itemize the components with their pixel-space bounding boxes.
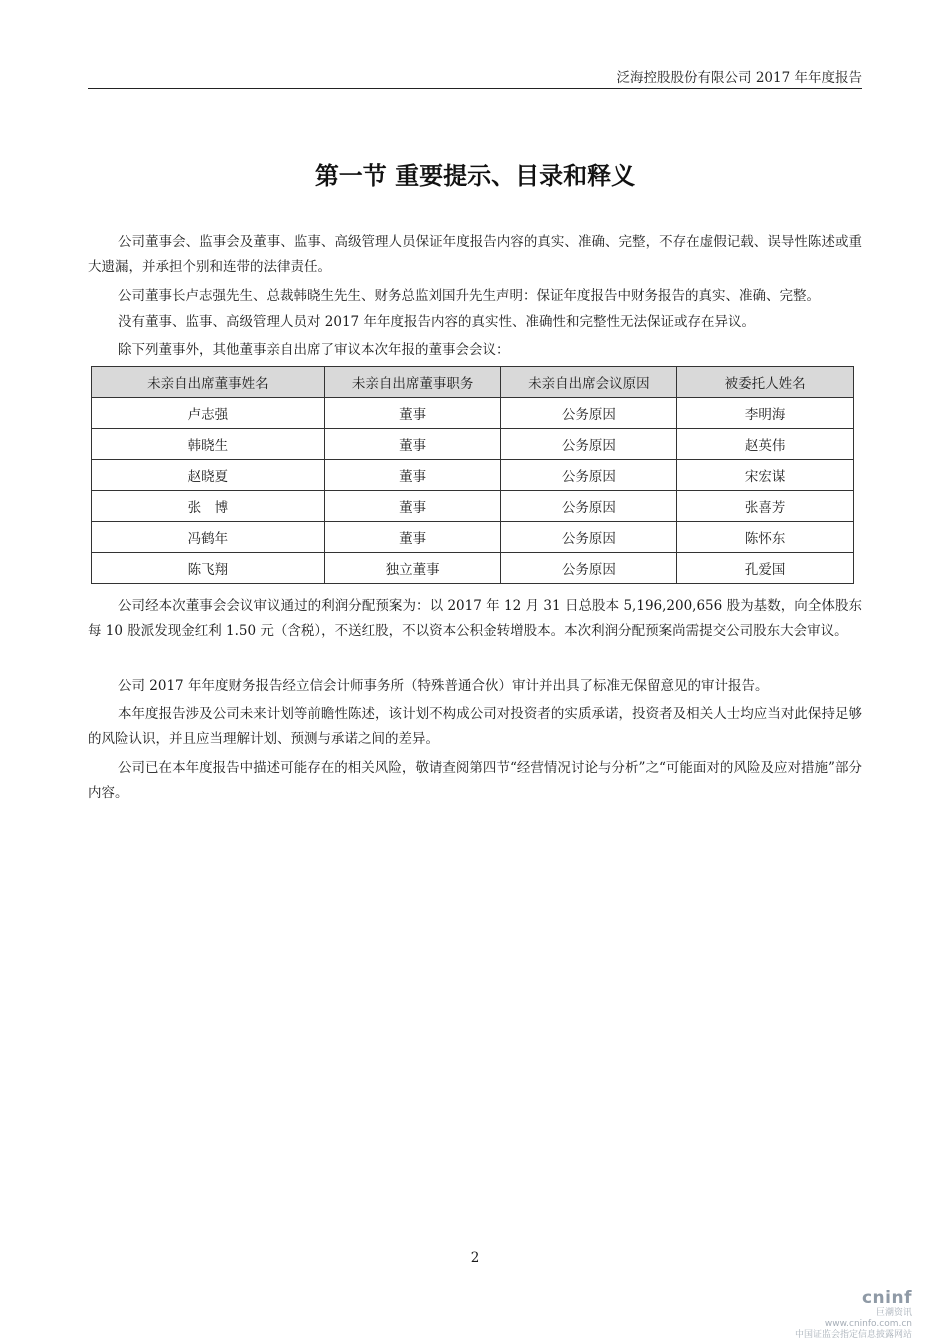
cell-absence-reason: 公务原因: [501, 522, 677, 553]
paragraph-executive-statement: 公司董事长卢志强先生、总裁韩晓生先生、财务总监刘国升先生声明：保证年度报告中财务报告的真实、准确、完整。: [118, 288, 820, 304]
header-absence-reason: 未亲自出席会议原因: [501, 367, 677, 398]
paragraph-board-guarantee: 公司董事会、监事会及董事、监事、高级管理人员保证年度报告内容的真实、准确、完整，不存在虚假记载、误导性陈述或重大遗漏，并承担个别和连带的法律责任。: [88, 234, 862, 275]
table-row: [92, 522, 854, 553]
cell-director-position: 董事: [324, 429, 501, 460]
paragraph-absent-directors-intro: 除下列董事外，其他董事亲自出席了审议本次年报的董事会会议：: [118, 342, 510, 358]
cell-proxy-name: 李明海: [677, 398, 854, 429]
header-director-name: 未亲自出席董事姓名: [92, 367, 325, 398]
table-row: [92, 460, 854, 491]
cell-proxy-name: 赵英伟: [677, 429, 854, 460]
cell-absence-reason: 公务原因: [501, 491, 677, 522]
absent-directors-table: [91, 366, 854, 584]
header-proxy-name: 被委托人姓名: [677, 367, 854, 398]
cell-proxy-name: 张喜芳: [677, 491, 854, 522]
table-row: [92, 429, 854, 460]
table-row: [92, 491, 854, 522]
cell-director-position: 独立董事: [324, 553, 501, 584]
cell-proxy-name: 陈怀东: [677, 522, 854, 553]
cell-proxy-name: 宋宏谋: [677, 460, 854, 491]
cninfo-watermark: [795, 1288, 912, 1341]
paragraph-risk-reference: 公司已在本年度报告中描述可能存在的相关风险，敬请查阅第四节“经营情况讨论与分析”之“可能面对的风险及应对措施”部分内容。: [88, 760, 862, 801]
header-director-position: 未亲自出席董事职务: [324, 367, 501, 398]
cell-director-name: 冯鹤年: [92, 522, 325, 553]
cninfo-url: www.cninfo.com.cn: [824, 1319, 912, 1329]
cninfo-name: 巨潮资讯: [875, 1308, 912, 1318]
cell-proxy-name: 孔爱国: [677, 553, 854, 584]
cninfo-logo: cninf: [861, 1288, 912, 1308]
cell-director-name: 陈飞翔: [92, 553, 325, 584]
paragraph-no-objection: 没有董事、监事、高级管理人员对 2017 年年度报告内容的真实性、准确性和完整性无法保证或存在异议。: [118, 314, 755, 330]
paragraph-profit-distribution: 公司经本次董事会会议审议通过的利润分配预案为：以 2017 年 12 月 31 日总股本 5,196,200,656 股为基数，向全体股东每 10 股派发现金红利 1.50 元（含税），不送红股，不以资本公积金转增股本。本次利润分配预案尚需提交公司股东大会审议。: [88, 598, 862, 639]
section-title: 第一节 重要提示、目录和释义: [314, 162, 636, 190]
paragraph-forward-looking: 本年度报告涉及公司未来计划等前瞻性陈述，该计划不构成公司对投资者的实质承诺，投资者及相关人士均应当对此保持足够的风险认识，并且应当理解计划、预测与承诺之间的差异。: [88, 706, 862, 747]
cninfo-tagline: 中国证监会指定信息披露网站: [794, 1330, 912, 1340]
cell-absence-reason: 公务原因: [501, 398, 677, 429]
cell-director-position: 董事: [324, 460, 501, 491]
cell-absence-reason: 公务原因: [501, 460, 677, 491]
paragraph-audit-opinion: 公司 2017 年年度财务报告经立信会计师事务所（特殊普通合伙）审计并出具了标准无保留意见的审计报告。: [118, 678, 769, 694]
cell-director-name: 赵晓夏: [92, 460, 325, 491]
cell-director-name: 韩晓生: [92, 429, 325, 460]
cell-director-position: 董事: [324, 398, 501, 429]
cell-director-position: 董事: [324, 522, 501, 553]
page-number: 2: [470, 1250, 480, 1266]
cell-director-position: 董事: [324, 491, 501, 522]
table-header-row: [92, 367, 854, 398]
table-row: [92, 398, 854, 429]
cell-director-name: 卢志强: [92, 398, 325, 429]
header-divider: [88, 88, 862, 89]
cell-absence-reason: 公务原因: [501, 553, 677, 584]
cell-absence-reason: 公务原因: [501, 429, 677, 460]
report-header-title: 泛海控股股份有限公司 2017 年年度报告: [616, 70, 862, 86]
table-row: [92, 553, 854, 584]
cell-director-name: 张 博: [92, 491, 325, 522]
